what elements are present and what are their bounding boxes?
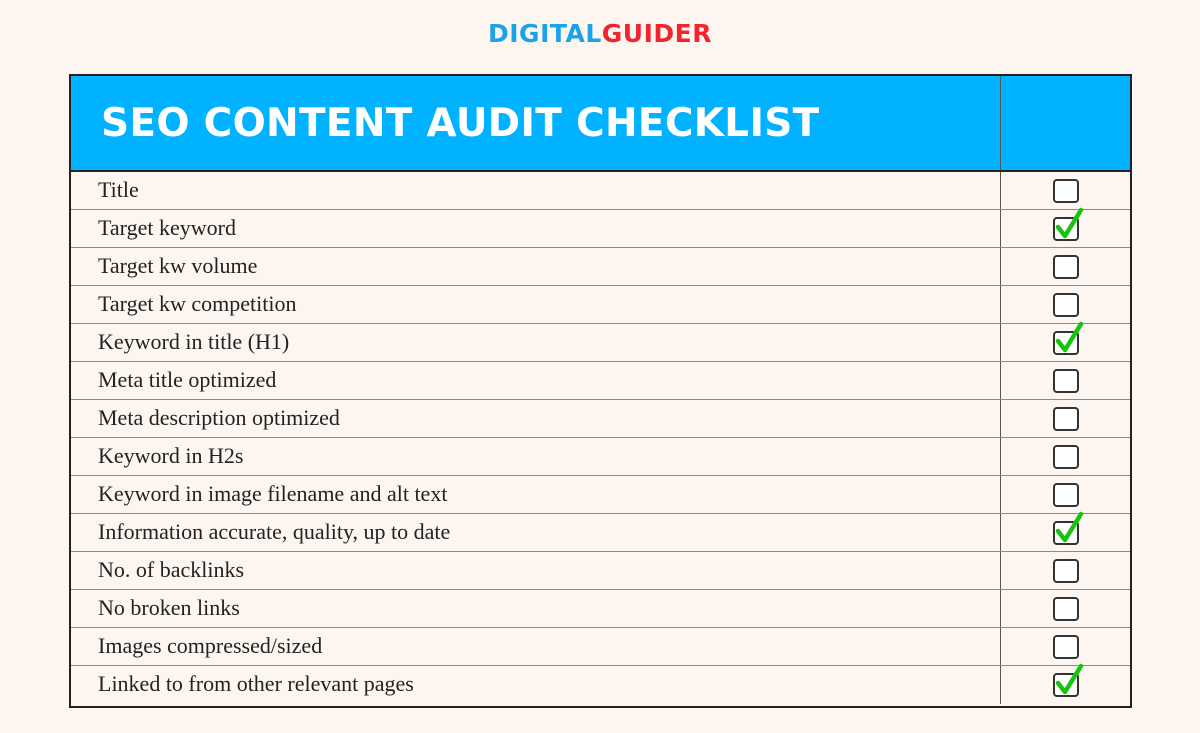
checklist-row	[71, 590, 1130, 628]
checklist-checkbox[interactable]	[1053, 407, 1079, 431]
checklist-checkbox[interactable]	[1053, 559, 1079, 583]
check-icon	[1054, 321, 1084, 355]
checklist-item-label: Meta description optimized	[71, 400, 1001, 437]
checklist-row	[71, 210, 1130, 248]
checklist-checkbox[interactable]	[1053, 369, 1079, 393]
brand-name-part-digital: DIGITAL	[488, 19, 602, 48]
checklist-item-label: Target kw competition	[71, 286, 1001, 323]
checklist-row	[71, 400, 1130, 438]
checklist-row	[71, 628, 1130, 666]
checklist-item-label: Linked to from other relevant pages	[71, 666, 1001, 704]
checklist-item-label: No broken links	[71, 590, 1001, 627]
checklist-item-label: Meta title optimized	[71, 362, 1001, 399]
checklist-check-cell	[1001, 666, 1130, 704]
checklist-check-cell	[1001, 552, 1130, 589]
checklist-row	[71, 666, 1130, 704]
checklist-check-cell	[1001, 248, 1130, 285]
checklist-table	[69, 74, 1132, 708]
checklist-checkbox[interactable]	[1053, 635, 1079, 659]
checklist-checkbox[interactable]	[1053, 673, 1079, 697]
checklist-checkbox[interactable]	[1053, 483, 1079, 507]
checklist-checkbox[interactable]	[1053, 597, 1079, 621]
checklist-item-label: Images compressed/sized	[71, 628, 1001, 665]
checklist-item-label: Target kw volume	[71, 248, 1001, 285]
checklist-checkbox[interactable]	[1053, 293, 1079, 317]
checklist-check-cell	[1001, 210, 1130, 247]
checklist-checkbox[interactable]	[1053, 521, 1079, 545]
checklist-checkbox[interactable]	[1053, 331, 1079, 355]
checklist-check-cell	[1001, 476, 1130, 513]
checklist-rows	[71, 172, 1130, 704]
check-icon	[1054, 511, 1084, 545]
checklist-header-check-column	[1001, 76, 1130, 170]
checklist-item-label: Keyword in image filename and alt text	[71, 476, 1001, 513]
checklist-checkbox[interactable]	[1053, 179, 1079, 203]
checklist-item-label: No. of backlinks	[71, 552, 1001, 589]
checklist-item-label: Keyword in H2s	[71, 438, 1001, 475]
checklist-row	[71, 172, 1130, 210]
checklist-check-cell	[1001, 628, 1130, 665]
checklist-header	[71, 76, 1130, 172]
checklist-check-cell	[1001, 286, 1130, 323]
checklist-row	[71, 248, 1130, 286]
checklist-row	[71, 286, 1130, 324]
checklist-row	[71, 362, 1130, 400]
checklist-checkbox[interactable]	[1053, 445, 1079, 469]
checklist-checkbox[interactable]	[1053, 255, 1079, 279]
check-icon	[1054, 663, 1084, 697]
checklist-item-label: Keyword in title (H1)	[71, 324, 1001, 361]
checklist-checkbox[interactable]	[1053, 217, 1079, 241]
checklist-check-cell	[1001, 590, 1130, 627]
checklist-row	[71, 514, 1130, 552]
checklist-check-cell	[1001, 438, 1130, 475]
checklist-check-cell	[1001, 172, 1130, 209]
checklist-check-cell	[1001, 324, 1130, 361]
checklist-check-cell	[1001, 362, 1130, 399]
checklist-row	[71, 476, 1130, 514]
brand-logo	[0, 17, 1200, 51]
checklist-row	[71, 438, 1130, 476]
brand-name-part-guider: GUIDER	[601, 19, 712, 48]
checklist-check-cell	[1001, 400, 1130, 437]
checklist-row	[71, 324, 1130, 362]
checklist-check-cell	[1001, 514, 1130, 551]
checklist-item-label: Title	[71, 172, 1001, 209]
checklist-title: SEO CONTENT AUDIT CHECKLIST	[71, 76, 1001, 170]
checklist-item-label: Information accurate, quality, up to date	[71, 514, 1001, 551]
checklist-row	[71, 552, 1130, 590]
checklist-item-label: Target keyword	[71, 210, 1001, 247]
check-icon	[1054, 207, 1084, 241]
